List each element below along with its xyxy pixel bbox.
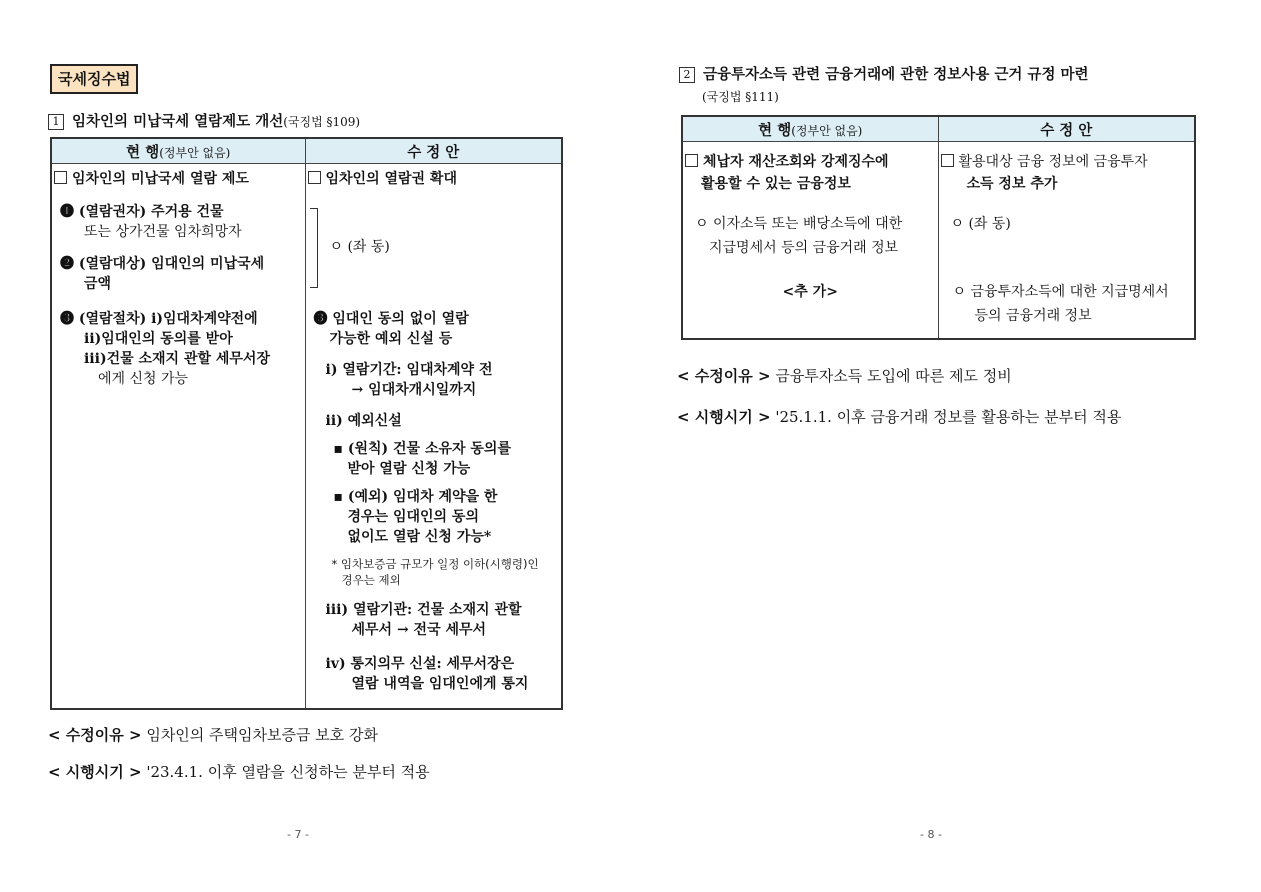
effective-date (48, 761, 430, 782)
effective-text: '25.1.1. 이후 금융거래 정보를 활용하는 분부터 적용 (775, 408, 1122, 426)
current-item: ❷ (열람대상) 임대인의 미납국세 (60, 256, 265, 272)
revision-reason (677, 365, 1012, 386)
revised-item: ⅰ) 열람기간: 임대차계약 전 (325, 362, 493, 378)
current-item: 금액 (84, 276, 112, 292)
revised-heading (308, 169, 457, 189)
comparison-table-right (681, 115, 1196, 340)
reason-label: < 수정이유 > (677, 367, 771, 385)
reason-label: < 수정이유 > (48, 726, 142, 744)
section-title-2 (679, 63, 1089, 84)
revised-item: 가능한 예외 신설 등 (329, 331, 453, 347)
current-item: <추 가> (782, 284, 838, 300)
revised-column (938, 142, 1195, 340)
revised-item: ㅇ 금융투자소득에 대한 지급명세서 (952, 284, 1169, 300)
revised-item: 경우는 임대인의 동의 (347, 509, 479, 525)
current-heading (685, 152, 889, 172)
reason-text: 금융투자소득 도입에 따른 제도 정비 (775, 367, 1012, 385)
effective-label: < 시행시기 > (48, 763, 142, 781)
effective-date (677, 406, 1121, 427)
revised-footnote: 경우는 제외 (341, 573, 401, 587)
revised-item: → 임대차개시일까지 (351, 382, 477, 398)
current-text: 체납자 재산조회와 강제징수에 (703, 154, 889, 170)
revision-reason (48, 724, 378, 745)
section-law-ref: (국징법 §109) (283, 115, 361, 129)
section-number: 2 (679, 67, 695, 83)
current-heading (54, 169, 249, 189)
current-item: 활용할 수 있는 금융정보 (701, 176, 851, 192)
revised-item: 소득 정보 추가 (966, 176, 1058, 192)
current-column (51, 164, 305, 710)
revised-item: ⅳ) 통지의무 신설: 세무서장은 (325, 656, 515, 672)
revised-heading (941, 152, 1148, 172)
revised-item: ㅇ (좌 동) (950, 216, 1011, 232)
revised-text: 활용대상 금융 정보에 금융투자 (958, 154, 1148, 170)
revised-item: ㅇ (좌 동) (329, 239, 390, 255)
revised-item: ▪ (예외) 임대차 계약을 한 (333, 489, 498, 505)
section-title-text: 금융투자소득 관련 금융거래에 관한 정보사용 근거 규정 마련 (703, 66, 1089, 83)
category-label: 국세징수법 (50, 64, 138, 94)
current-item: 지급명세서 등의 금융거래 정보 (709, 240, 899, 256)
revised-item: ▪ (원칙) 건물 소유자 동의를 (333, 441, 511, 457)
current-column (682, 142, 938, 340)
revised-item: 등의 금융거래 정보 (974, 308, 1092, 324)
section-law-ref: (국징법 §111) (702, 90, 779, 104)
revised-item: ⅲ) 열람기관: 건물 소재지 관할 (325, 602, 522, 618)
comparison-table-left (50, 137, 563, 710)
bracket (310, 208, 318, 288)
section-title-text: 임차인의 미납국세 열람제도 개선 (72, 113, 284, 130)
header-revised: 수 정 안 (305, 138, 562, 164)
revised-item: ⅱ) 예외신설 (325, 413, 402, 429)
current-text: 임차인의 미납국세 열람 제도 (72, 171, 249, 187)
page-number: - 7 - (287, 828, 309, 841)
revised-item: ❸ 임대인 동의 없이 열람 (313, 311, 469, 327)
revised-item: 받아 열람 신청 가능 (347, 461, 471, 477)
revised-footnote: * 임차보증금 규모가 일정 이하(시행령)인 (331, 557, 539, 571)
revised-item: 열람 내역을 임대인에게 통지 (351, 676, 529, 692)
current-item: ⅲ)건물 소재지 관할 세무서장 (84, 351, 270, 367)
effective-text: '23.4.1. 이후 열람을 신청하는 분부터 적용 (146, 763, 430, 781)
revised-column (305, 164, 562, 710)
page-number: - 8 - (920, 828, 942, 841)
current-item: 또는 상가건물 임차희망자 (84, 224, 242, 240)
page-right (630, 0, 1261, 892)
revised-item: 세무서 → 전국 세무서 (351, 622, 487, 638)
current-item: ㅇ 이자소득 또는 배당소득에 대한 (695, 216, 903, 232)
header-revised: 수 정 안 (938, 116, 1195, 142)
current-item: 에게 신청 가능 (98, 371, 189, 387)
section-title-1 (48, 110, 360, 131)
section-number: 1 (48, 114, 64, 130)
current-item: ❸ (열람절차) ⅰ)임대차계약전에 (60, 311, 258, 327)
current-item: ⅱ)임대인의 동의를 받아 (84, 331, 233, 347)
revised-item: 없이도 열람 신청 가능* (347, 529, 492, 545)
current-item: ❶ (열람권자) 주거용 건물 (60, 204, 224, 220)
page-left (0, 0, 630, 892)
header-current: 현 행(정부안 없음) (682, 116, 938, 142)
revised-text: 임차인의 열람권 확대 (325, 171, 457, 187)
effective-label: < 시행시기 > (677, 408, 771, 426)
header-current: 현 행(정부안 없음) (51, 138, 305, 164)
reason-text: 임차인의 주택임차보증금 보호 강화 (146, 726, 378, 744)
